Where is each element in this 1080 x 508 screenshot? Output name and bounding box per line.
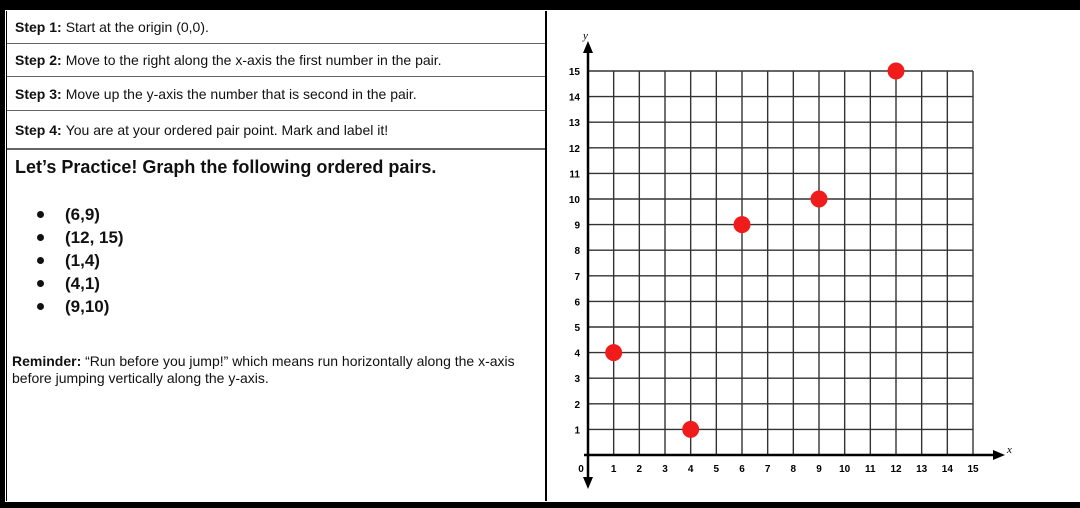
y-tick-label: 11 xyxy=(569,169,580,181)
step-3 xyxy=(7,78,545,111)
x-tick-label: 1 xyxy=(610,464,617,475)
step-1-label: Step 1: xyxy=(15,19,62,35)
list-item xyxy=(37,272,124,295)
x-axis-arrow xyxy=(993,450,1005,460)
x-tick-label: 2 xyxy=(636,464,643,475)
data-point xyxy=(888,63,905,80)
x-tick-label: 5 xyxy=(713,464,720,475)
bullet-icon xyxy=(37,234,44,241)
y-tick-label: 7 xyxy=(574,271,580,283)
pair-text: (6,9) xyxy=(65,205,100,224)
x-tick-label: 14 xyxy=(941,464,953,475)
x-tick-label: 15 xyxy=(967,464,979,475)
ordered-pairs-list xyxy=(37,203,124,318)
step-3-label: Step 3: xyxy=(15,86,62,102)
pair-text: (4,1) xyxy=(65,274,100,293)
x-tick-label: 12 xyxy=(890,464,902,475)
x-tick-label: 13 xyxy=(916,464,928,475)
coordinate-grid-chart xyxy=(545,11,1080,501)
step-1 xyxy=(7,11,545,44)
list-item xyxy=(37,249,124,272)
step-2-text: Move to the right along the x-axis the first number in the pair. xyxy=(65,52,442,68)
data-point xyxy=(811,191,828,208)
step-1-text: Start at the origin (0,0). xyxy=(65,19,209,35)
reminder-text xyxy=(12,353,542,387)
y-tick-label: 12 xyxy=(568,143,580,155)
y-tick-label: 5 xyxy=(574,323,580,334)
x-tick-label: 9 xyxy=(816,464,822,475)
x-tick-label: 4 xyxy=(687,464,694,475)
x-tick-label: 8 xyxy=(790,464,797,475)
pair-text: (9,10) xyxy=(65,297,110,316)
bullet-icon xyxy=(37,303,44,310)
y-tick-label: 14 xyxy=(568,92,580,104)
top-border xyxy=(0,8,1080,10)
y-tick-label: 3 xyxy=(574,374,580,386)
step-4-label: Step 4: xyxy=(15,122,62,138)
pair-text: (1,4) xyxy=(65,251,100,270)
y-tick-label: 6 xyxy=(574,297,580,309)
y-axis-arrow-down xyxy=(583,477,593,489)
step-3-text: Move up the y-axis the number that is second in the pair. xyxy=(65,86,417,102)
grid-lines xyxy=(588,71,973,455)
x-tick-label: 0 xyxy=(578,464,584,475)
list-item xyxy=(37,295,124,318)
x-tick-label: 7 xyxy=(764,464,771,475)
list-item xyxy=(37,226,124,249)
reminder-body: “Run before you jump!” which means run horizontally along the x-axis before jumping vertically along the y-axis. xyxy=(12,353,515,386)
y-tick-label: 8 xyxy=(574,246,580,258)
list-item xyxy=(37,203,124,226)
step-4 xyxy=(7,112,545,150)
y-tick-label: 15 xyxy=(568,67,580,78)
reminder-label: Reminder: xyxy=(12,353,82,369)
bullet-icon xyxy=(37,211,44,218)
y-axis-label: y xyxy=(583,30,588,42)
x-tick-label: 10 xyxy=(839,464,851,475)
x-tick-label: 6 xyxy=(739,464,745,475)
step-2 xyxy=(7,44,545,77)
bullet-icon xyxy=(37,257,44,264)
bullet-icon xyxy=(37,280,44,287)
step-2-label: Step 2: xyxy=(15,52,62,68)
instructions-column xyxy=(6,11,547,501)
y-tick-label: 2 xyxy=(574,399,580,411)
x-tick-label: 3 xyxy=(662,464,668,475)
y-tick-label: 10 xyxy=(568,195,580,206)
y-tick-label: 1 xyxy=(574,425,580,437)
pair-text: (12, 15) xyxy=(65,228,124,247)
data-point xyxy=(682,421,699,438)
step-4-text: You are at your ordered pair point. Mark and label it! xyxy=(65,122,389,138)
data-point xyxy=(605,344,622,361)
x-axis-label: x xyxy=(1007,444,1012,456)
y-tick-label: 4 xyxy=(574,348,580,360)
practice-heading: Let’s Practice! Graph the following ordered pairs. xyxy=(15,157,437,177)
data-point xyxy=(734,216,751,233)
y-tick-label: 9 xyxy=(574,220,580,232)
y-axis-arrow-up xyxy=(583,41,593,53)
y-tick-label: 13 xyxy=(568,118,580,130)
x-tick-label: 11 xyxy=(865,464,876,475)
